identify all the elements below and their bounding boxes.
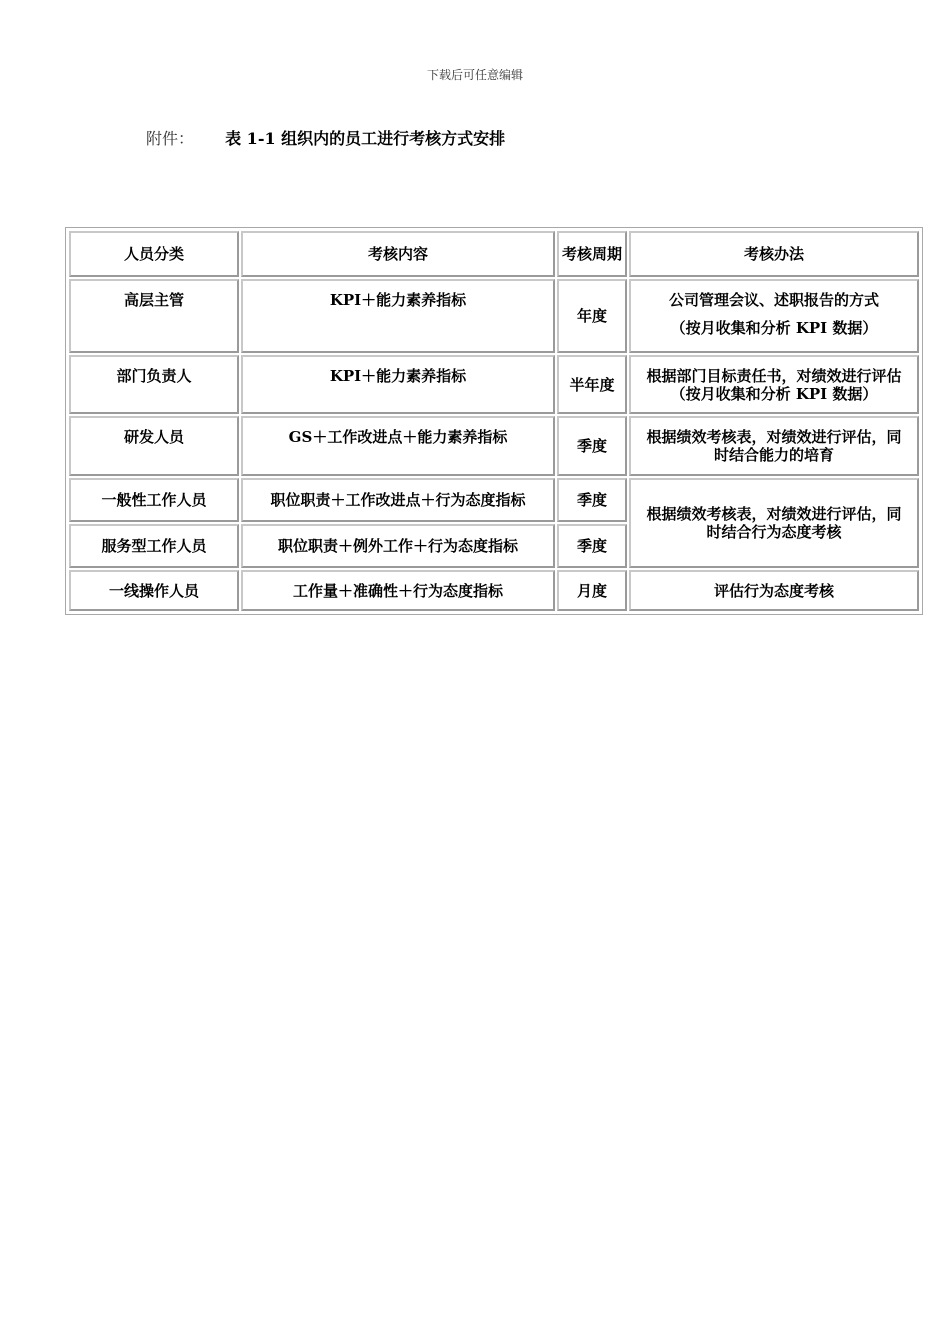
cell-category: 部门负责人 [69,355,239,414]
method-line: （按月收集和分析 KPI 数据） [670,385,878,403]
table-row [69,279,919,353]
cell-category: 一线操作人员 [69,570,239,611]
cell-cycle: 半年度 [557,355,627,414]
cell-content: GS＋工作改进点＋能力素养指标 [241,416,555,476]
cell-cycle: 月度 [557,570,627,611]
cell-content: 工作量＋准确性＋行为态度指标 [241,570,555,611]
method-line: 时结合行为态度考核 [706,523,842,541]
table-row [69,570,919,611]
table-caption [146,126,505,149]
header-content: 考核内容 [241,231,555,277]
table-row [69,355,919,414]
cell-category: 一般性工作人员 [69,478,239,522]
cell-method [629,279,919,353]
cell-method-merged [629,478,919,568]
cell-cycle: 季度 [557,416,627,476]
header-category: 人员分类 [69,231,239,277]
cell-category: 高层主管 [69,279,239,353]
table-row [69,478,919,522]
method-line: （按月收集和分析 KPI 数据） [670,319,878,337]
header-method: 考核办法 [629,231,919,277]
cell-content: KPI＋能力素养指标 [241,355,555,414]
caption-prefix: 附件： [146,129,195,148]
cell-content: 职位职责＋工作改进点＋行为态度指标 [241,478,555,522]
header-cycle: 考核周期 [557,231,627,277]
assessment-table [67,229,921,613]
cell-cycle: 季度 [557,524,627,568]
method-line: 根据绩效考核表，对绩效进行评估，同 [646,428,902,446]
cell-cycle: 季度 [557,478,627,522]
cell-category: 服务型工作人员 [69,524,239,568]
cell-method: 评估行为态度考核 [629,570,919,611]
method-line: 公司管理会议、述职报告的方式 [668,291,879,309]
cell-method [629,416,919,476]
table-header-row [69,231,919,277]
caption-title: 表 1-1 组织内的员工进行考核方式安排 [225,129,506,148]
method-line: 根据部门目标责任书，对绩效进行评估 [646,367,902,385]
assessment-table-frame [65,227,923,615]
method-line: 时结合能力的培育 [713,446,834,464]
cell-cycle: 年度 [557,279,627,353]
method-line: 根据绩效考核表，对绩效进行评估，同 [646,505,902,523]
table-row [69,416,919,476]
cell-method [629,355,919,414]
cell-content: KPI＋能力素养指标 [241,279,555,353]
header-note: 下载后可任意编辑 [426,68,523,82]
cell-content: 职位职责＋例外工作＋行为态度指标 [241,524,555,568]
cell-category: 研发人员 [69,416,239,476]
